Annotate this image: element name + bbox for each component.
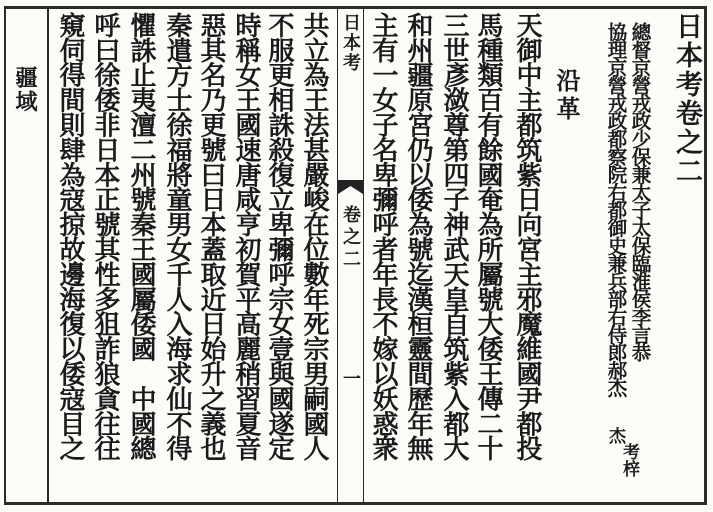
- center-page-number: 一: [340, 369, 361, 387]
- body-column: 馬種類百有餘國奄為所屬號大倭王傳二十: [473, 12, 503, 461]
- book-title: 日本考卷之二: [671, 12, 702, 186]
- center-fold: [337, 9, 364, 502]
- margin-divider: [47, 6, 49, 505]
- author-suffix-1: 考梓: [619, 443, 639, 477]
- body-column: 主有一女子名卑彌呼者年長不嫁以妖惑衆: [368, 12, 398, 461]
- body-column: 天御中主都筑紫日向宮主邪魔維國尹都投: [512, 12, 542, 461]
- center-book-title: 日本考: [340, 13, 361, 73]
- fish-tail-icon: [338, 179, 363, 193]
- right-border: [704, 6, 707, 505]
- body-column: 共立為王法甚嚴峻在位數年死宗男嗣國人: [299, 12, 329, 461]
- section-heading: 沿革: [552, 68, 581, 124]
- margin-label: 疆域: [12, 66, 38, 114]
- body-column: 不服更相誅殺復立卑彌呼宗女壹與國遂定: [264, 12, 294, 461]
- bottom-border: [6, 502, 706, 505]
- body-column: 三世彥潋尊第四子神武天皇自筑紫入都大: [439, 12, 469, 461]
- body-column: 和州疆原宮仍以倭為號迄漢桓靈間歷年無: [403, 12, 433, 461]
- body-column: 懼誅止夷澶二州號秦王國屬倭國 中國總: [126, 12, 156, 461]
- center-volume-label: 卷之二: [340, 205, 361, 271]
- body-column: 秦遣方士徐福將童男女千人入海求仙不得: [162, 12, 192, 461]
- body-column: 窺伺得間則肆為寇掠故邊海復以倭寇目之: [55, 12, 85, 461]
- body-column: 呼曰徐倭非日本正號其性多狙詐狼貪往往: [90, 12, 120, 461]
- author-suffix-2: 杰: [605, 427, 625, 444]
- left-border: [4, 6, 6, 505]
- body-column: 惡其名乃更號曰日本蓋取近日始升之義也: [196, 12, 226, 461]
- author-line-2: 協理京營戎政都察院右都御史兼兵部右侍郎郝杰: [604, 22, 628, 396]
- body-column: 時稱女王國速唐咸亨初賀平高麗稍習夏音: [231, 12, 261, 461]
- author-line-1: 總督京營戎政少保兼太子太保臨淮侯李言恭: [628, 22, 652, 361]
